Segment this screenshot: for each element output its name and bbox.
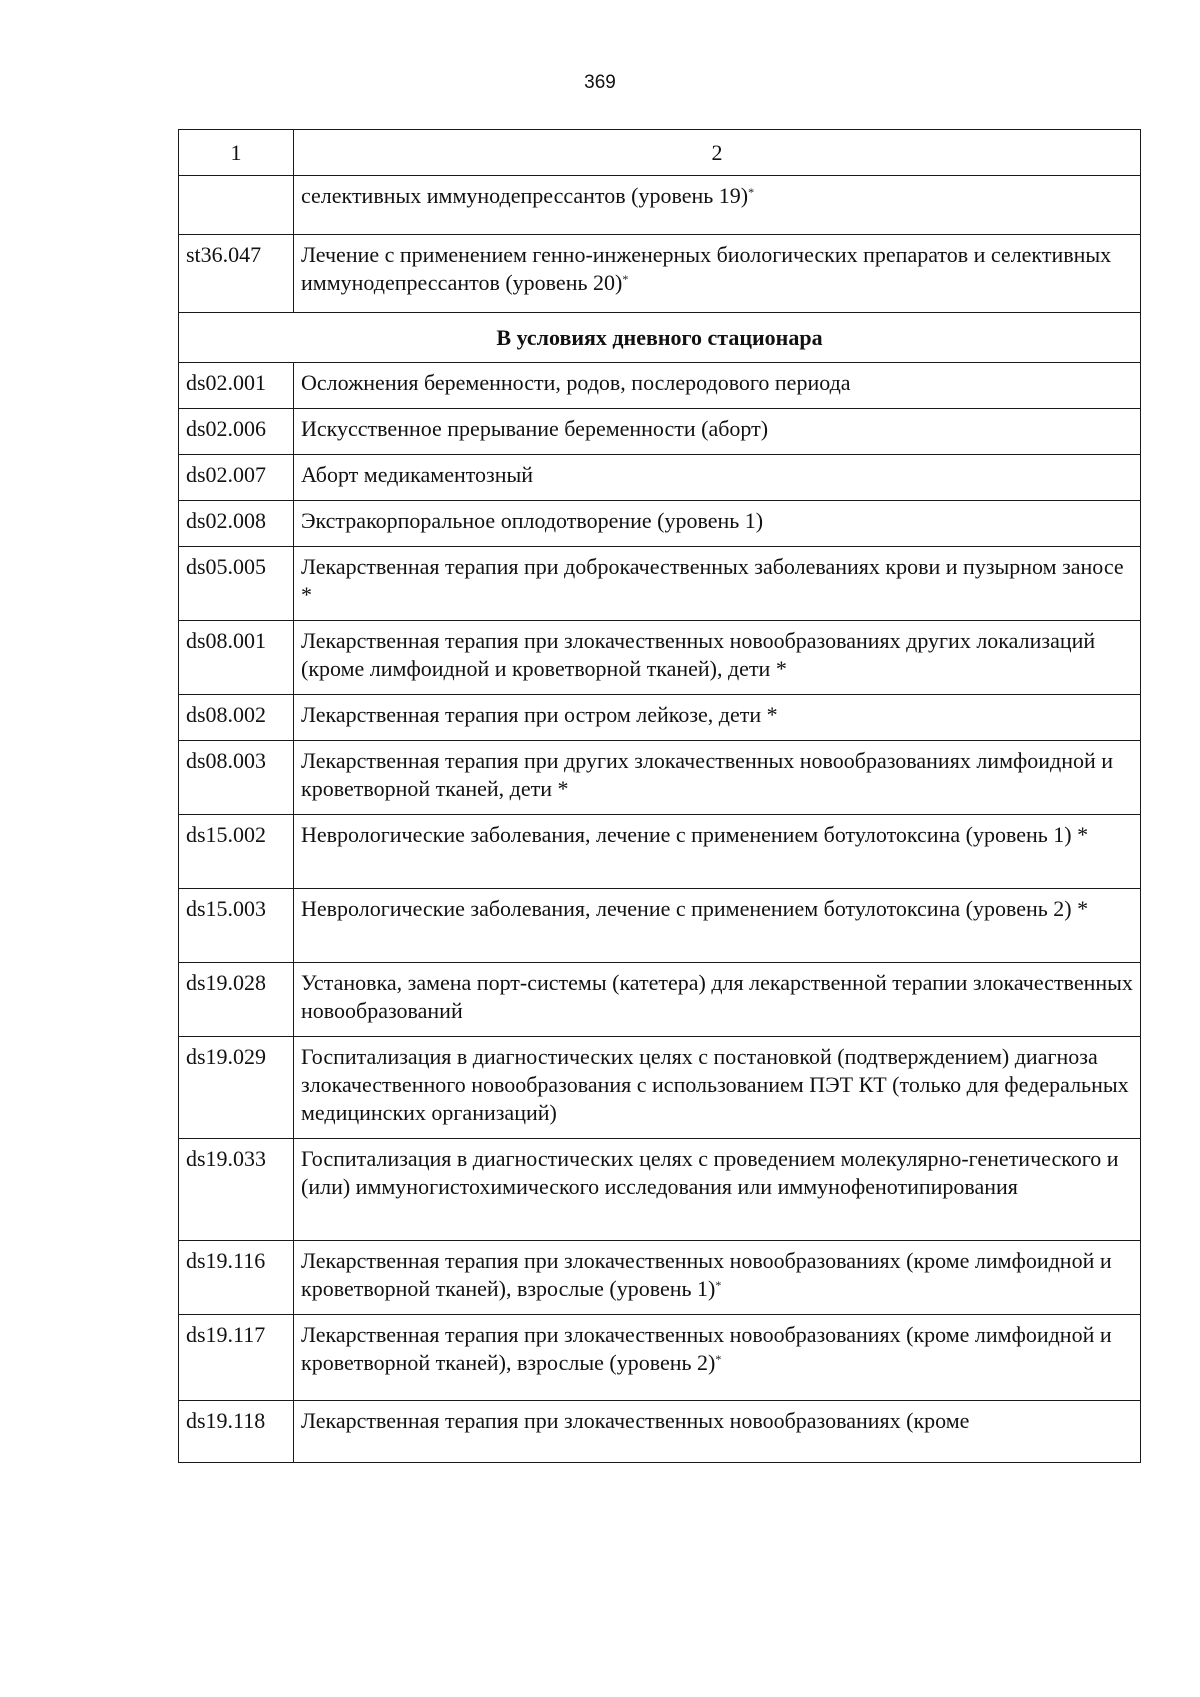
- row-code: [179, 176, 294, 235]
- tariff-table: [178, 129, 1141, 1463]
- row-description: Неврологические заболевания, лечение с применением ботулотоксина (уровень 2) *: [294, 889, 1141, 963]
- rows-body: [179, 363, 1141, 1463]
- row-code: ds02.001: [179, 363, 294, 409]
- row-description: Госпитализация в диагностических целях с постановкой (подтверждением) диагноза злокачественного новообразования с использованием ПЭТ КТ (только для федеральных медицинских организаций): [294, 1037, 1141, 1139]
- row-code: ds15.003: [179, 889, 294, 963]
- row-description: Лекарственная терапия при злокачественных новообразованиях других локализаций (кроме лимфоидной и кроветворной тканей), дети *: [294, 621, 1141, 695]
- row-description: Установка, замена порт-системы (катетера) для лекарственной терапии злокачественных новообразований: [294, 963, 1141, 1037]
- row-code: ds02.006: [179, 409, 294, 455]
- table-row: [179, 455, 1141, 501]
- row-code: ds19.033: [179, 1139, 294, 1241]
- header-col-1: 1: [179, 130, 294, 176]
- table-header-row: [179, 130, 1141, 176]
- section-header-row: [179, 313, 1141, 363]
- section-title: В условиях дневного стационара: [179, 313, 1141, 363]
- table-row: [179, 963, 1141, 1037]
- row-code: ds08.003: [179, 741, 294, 815]
- table-row: [179, 547, 1141, 621]
- row-code: ds15.002: [179, 815, 294, 889]
- row-description: Лекарственная терапия при злокачественных новообразованиях (кроме: [294, 1401, 1141, 1463]
- row-description: Госпитализация в диагностических целях с проведением молекулярно-генетического и (или) иммуногистохимического исследования или иммунофенотипирования: [294, 1139, 1141, 1241]
- page-number: 369: [584, 72, 616, 93]
- table-row: [179, 501, 1141, 547]
- table-row: [179, 1315, 1141, 1401]
- table-row: [179, 695, 1141, 741]
- footnote-mark: *: [622, 272, 629, 286]
- table-row: [179, 409, 1141, 455]
- header-col-2: 2: [294, 130, 1141, 176]
- footnote-mark: *: [748, 185, 755, 199]
- table-row: [179, 235, 1141, 313]
- row-description: Искусственное прерывание беременности (аборт): [294, 409, 1141, 455]
- table-row: [179, 176, 1141, 235]
- row-code: ds19.029: [179, 1037, 294, 1139]
- table-row: [179, 1401, 1141, 1463]
- table-row: [179, 363, 1141, 409]
- row-code: ds19.117: [179, 1315, 294, 1401]
- row-code: ds19.028: [179, 963, 294, 1037]
- row-code: st36.047: [179, 235, 294, 313]
- row-description: Лекарственная терапия при злокачественных новообразованиях (кроме лимфоидной и кроветворной тканей), взрослые (уровень 2)*: [294, 1315, 1141, 1401]
- footnote-mark: *: [715, 1352, 722, 1366]
- row-code: ds02.007: [179, 455, 294, 501]
- row-description: Лекарственная терапия при доброкачественных заболеваниях крови и пузырном заносе *: [294, 547, 1141, 621]
- row-description: Неврологические заболевания, лечение с применением ботулотоксина (уровень 1) *: [294, 815, 1141, 889]
- row-code: ds05.005: [179, 547, 294, 621]
- footnote-mark: *: [715, 1278, 722, 1292]
- table-row: [179, 815, 1141, 889]
- row-description: Экстракорпоральное оплодотворение (уровень 1): [294, 501, 1141, 547]
- row-code: ds08.001: [179, 621, 294, 695]
- table-row: [179, 889, 1141, 963]
- table-row: [179, 1037, 1141, 1139]
- row-code: ds02.008: [179, 501, 294, 547]
- row-code: ds19.118: [179, 1401, 294, 1463]
- row-code: ds19.116: [179, 1241, 294, 1315]
- row-description: Аборт медикаментозный: [294, 455, 1141, 501]
- row-description: Лечение с применением генно-инженерных биологических препаратов и селективных иммунодепрессантов (уровень 20)*: [294, 235, 1141, 313]
- table-row: [179, 741, 1141, 815]
- table-row: [179, 621, 1141, 695]
- row-description: Лекарственная терапия при других злокачественных новообразованиях лимфоидной и кроветворной тканей, дети *: [294, 741, 1141, 815]
- row-code: ds08.002: [179, 695, 294, 741]
- row-description: Осложнения беременности, родов, послеродового периода: [294, 363, 1141, 409]
- row-description: селективных иммунодепрессантов (уровень 19)*: [294, 176, 1141, 235]
- row-description: Лекарственная терапия при злокачественных новообразованиях (кроме лимфоидной и кроветворной тканей), взрослые (уровень 1)*: [294, 1241, 1141, 1315]
- table-row: [179, 1241, 1141, 1315]
- row-description: Лекарственная терапия при остром лейкозе, дети *: [294, 695, 1141, 741]
- table-row: [179, 1139, 1141, 1241]
